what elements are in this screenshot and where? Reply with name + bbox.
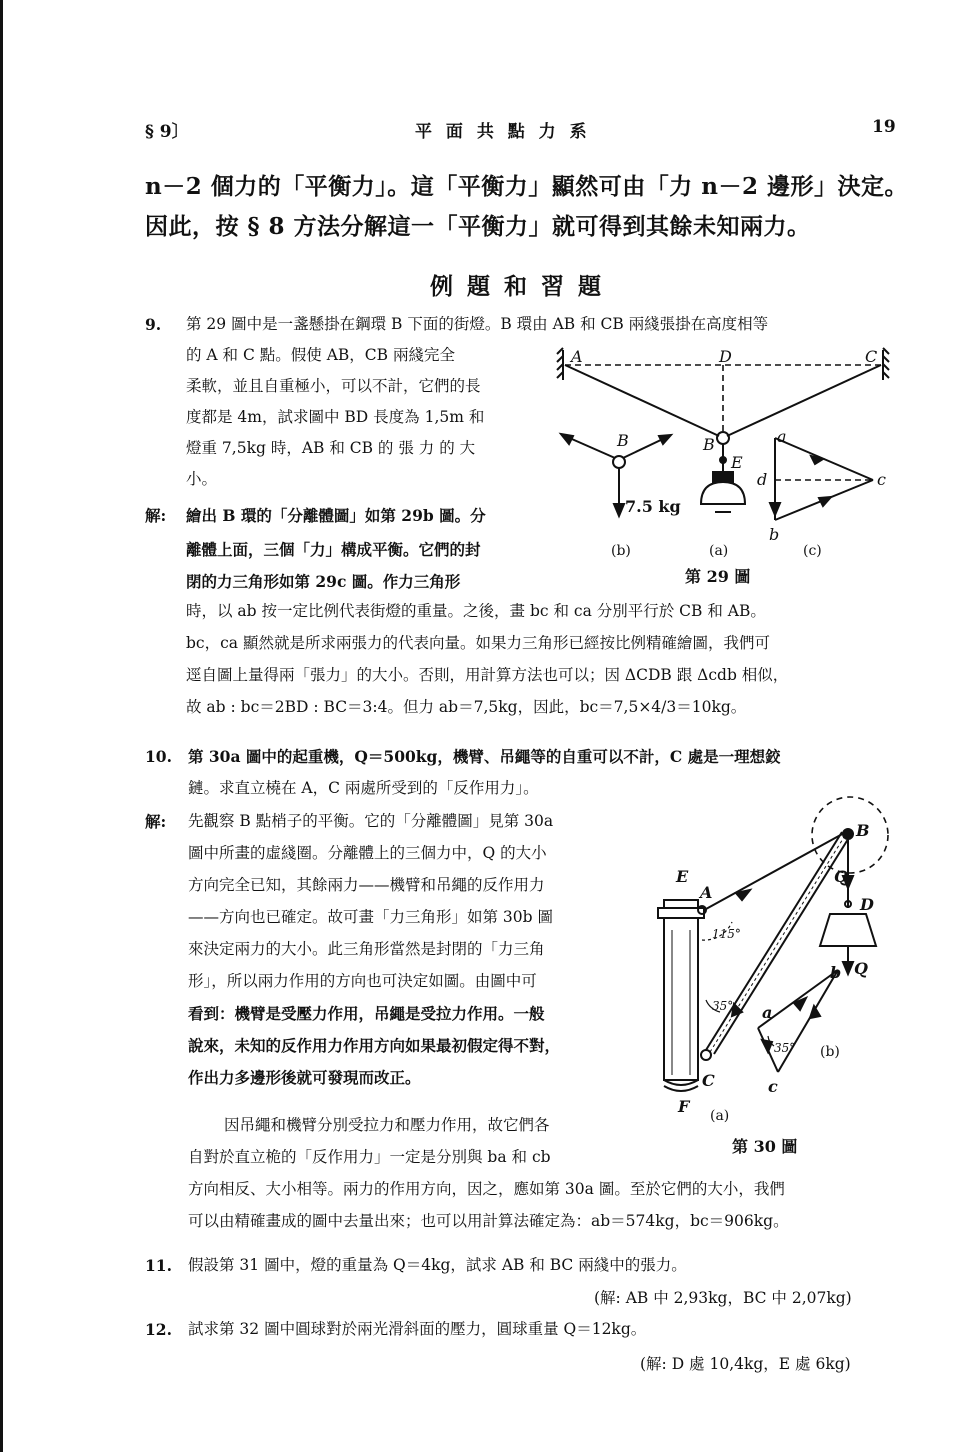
fig30-label-f: F [678, 1097, 690, 1116]
page-number: 19 [872, 117, 896, 137]
fig30-label-c: C [702, 1071, 715, 1090]
fig30-label-q2: Q [854, 959, 868, 978]
p10-s-line-5: 來決定兩力的大小。此三角形當然是封閉的「力三角 [188, 940, 545, 958]
fig29-caption: 第 29 圖 [685, 567, 751, 586]
intro-line-2: 因此，按 § 8 方法分解這一「平衡力」就可得到其餘未知兩力。 [145, 213, 811, 240]
p10-q-line-1: 第 30a 圖中的起重機，Q＝500kg，機臂、吊繩等的自重可以不計，C 處是一理想鉸 [188, 747, 781, 766]
p10-s-line-3: 方向完全已知，其餘兩力——機臂和吊繩的反作用力 [188, 876, 545, 894]
fig30-mast [664, 900, 698, 1080]
fig30-label-tri-a: a [762, 1003, 773, 1022]
fig29-label-d: D [719, 347, 732, 366]
p10-s-line-1: 先觀察 B 點梢子的平衡。它的「分離體圖」見第 30a [188, 812, 554, 830]
fig29-label-weight: 7.5 kg [625, 497, 681, 516]
p10-s2-line-1: 因吊繩和機臂分別受拉力和壓力作用，故它們各 [224, 1116, 550, 1134]
fig29-ring-b [717, 432, 729, 444]
p9-q-line-1: 第 29 圖中是一盞懸掛在鋼環 B 下面的街燈。B 環由 AB 和 CB 兩綫張掛在高度相等 [186, 315, 769, 333]
p11-answer: (解: AB 中 2,93kg，BC 中 2,07kg) [594, 1289, 852, 1307]
fig30-sub-b: (b) [820, 1044, 840, 1060]
fig29-lamp-shade [701, 482, 745, 504]
fig30-label-b: B [856, 821, 870, 840]
fig29-cable-ab [565, 365, 719, 436]
fig30-hinge-c [701, 1050, 711, 1060]
p9-s-line-3: 閉的力三角形如第 29c 圖。作力三角形 [186, 572, 461, 591]
figure-30 [650, 790, 910, 1160]
fig29-label-tri-b: b [769, 525, 780, 544]
fig30-caption: 第 30 圖 [732, 1137, 798, 1156]
fig30-label-e: E [676, 867, 689, 886]
fig29-label-b2: B [617, 431, 629, 450]
p9-solution-label: 解: [145, 506, 167, 525]
p12-question: 試求第 32 圖中圓球對於兩光滑斜面的壓力，圓球重量 Q＝12kg。 [188, 1320, 647, 1338]
p12-answer: (解: D 處 10,4kg，E 處 6kg) [640, 1355, 851, 1373]
fig29-label-tri-d: d [757, 470, 768, 489]
p10-s-line-7: 看到：機臂是受壓力作用，吊繩是受拉力作用。一般 [188, 1004, 545, 1023]
problem-11-number: 11. [145, 1256, 172, 1275]
p10-q-line-2: 鏈。求直立橈在 A，C 兩處所受到的「反作用力」。 [188, 779, 539, 797]
header-section: § 9〕 [145, 122, 189, 142]
fig29-label-a: A [571, 347, 583, 366]
fig29-sub-a: (a) [709, 543, 729, 559]
fig30-angle-35-a: 35° [712, 999, 734, 1013]
p9-q-line-2: 的 A 和 C 點。假使 AB，CB 兩綫完全 [186, 346, 455, 364]
p10-s2-line-2: 自對於直立桅的「反作用力」一定是分別與 ba 和 cb [188, 1148, 551, 1166]
fig29-label-c: C [865, 347, 878, 366]
fig29-sub-b: (b) [611, 543, 631, 559]
p10-s-line-4: ——方向也已確定。故可畫「力三角形」如第 30b 圖 [188, 908, 554, 926]
fig30-angle-115: 115° [712, 927, 741, 941]
p9-s-line-6: 逕自圖上量得兩「張力」的大小。否則，用計算方法也可以；因 ΔCDB 跟 Δcdb 相似， [186, 666, 789, 684]
intro-line-1: n－2 個力的「平衡力」。這「平衡力」顯然可由「力 n－2 邊形」決定。 [145, 173, 908, 200]
page-edge-line [0, 0, 3, 1452]
fig30-angle-35-b: 35° [774, 1041, 796, 1055]
fig29-force-left [565, 436, 615, 458]
fig29-label-b: B [703, 435, 715, 454]
fig30-pulley-b [843, 829, 853, 839]
p10-s-line-8: 說來，未知的反作用力作用方向如果最初假定得不對， [188, 1036, 561, 1055]
fig30-label-tri-b: b [830, 963, 842, 982]
p10-s-line-2: 圖中所畫的虛綫圈。分離體上的三個力中，Q 的大小 [188, 844, 547, 862]
p9-s-line-5: bc，ca 顯然就是所求兩張力的代表向量。如果力三角形已經按比例精確繪圖，我們可 [186, 634, 770, 652]
p10-s2-line-3: 方向相反、大小相等。兩力的作用方向，因之，應如第 30a 圖。至於它們的大小，我們 [188, 1180, 785, 1198]
p10-s2-line-4: 可以由精確畫成的圖中去量出來；也可以用計算法確定為：ab＝574kg，bc＝906kg。 [188, 1212, 789, 1230]
p9-s-line-2: 離體上面，三個「力」構成平衡。它們的封 [186, 540, 481, 559]
fig29-label-e: E [731, 453, 743, 472]
problem-12-number: 12. [145, 1320, 172, 1339]
fig30-sub-a: (a) [710, 1108, 730, 1124]
fig30-load [820, 914, 876, 946]
header-title: 平 面 共 點 力 系 [415, 122, 591, 142]
p9-q-line-5: 燈重 7,5kg 時，AB 和 CB 的 張 力 的 大 [186, 439, 476, 457]
p9-s-line-7: 故 ab : bc＝2BD : BC＝3:4。但力 ab＝7,5kg，因此，bc＝7,5×4/3＝10kg。 [186, 698, 747, 716]
p9-q-line-4: 度都是 4m，試求圖中 BD 長度為 1,5m 和 [186, 408, 485, 426]
p9-q-line-6: 小。 [186, 470, 218, 488]
problem-9-number: 9. [145, 315, 162, 334]
fig29-lamp-cap [713, 472, 733, 482]
p11-question: 假設第 31 圖中，燈的重量為 Q＝4kg，試求 AB 和 BC 兩綫中的張力。 [188, 1256, 687, 1274]
fig30-label-q1: Q [834, 867, 848, 886]
p10-s-line-6: 形」，所以兩力作用的方向也可決定如圖。由圖中可 [188, 972, 537, 990]
fig29-force-right [623, 438, 665, 458]
fig30-rope-ab [706, 832, 846, 909]
fig30-label-a: A [700, 883, 713, 902]
fig30-label-tri-c: c [768, 1077, 778, 1096]
p10-s-line-9: 作出力多邊形後就可發現而改正。 [188, 1068, 421, 1087]
fig29-label-tri-a: a [777, 427, 787, 446]
fig29-sub-c: (c) [803, 543, 822, 559]
figure-29 [555, 340, 900, 590]
p10-solution-label: 解: [145, 812, 167, 831]
p9-s-line-1: 繪出 B 環的「分離體圖」如第 29b 圖。分 [186, 506, 486, 525]
section-title: 例題和習題 [430, 273, 615, 300]
fig30-label-d: D [860, 895, 874, 914]
p9-s-line-4: 時，以 ab 按一定比例代表街燈的重量。之後，畫 bc 和 ca 分別平行於 CB 和 AB。 [186, 602, 766, 620]
problem-10-number: 10. [145, 747, 172, 766]
fig29-label-tri-c: c [877, 470, 886, 489]
fig29-cable-cb [727, 365, 881, 436]
p9-q-line-3: 柔軟，並且自重極小，可以不計，它們的長 [186, 377, 481, 395]
